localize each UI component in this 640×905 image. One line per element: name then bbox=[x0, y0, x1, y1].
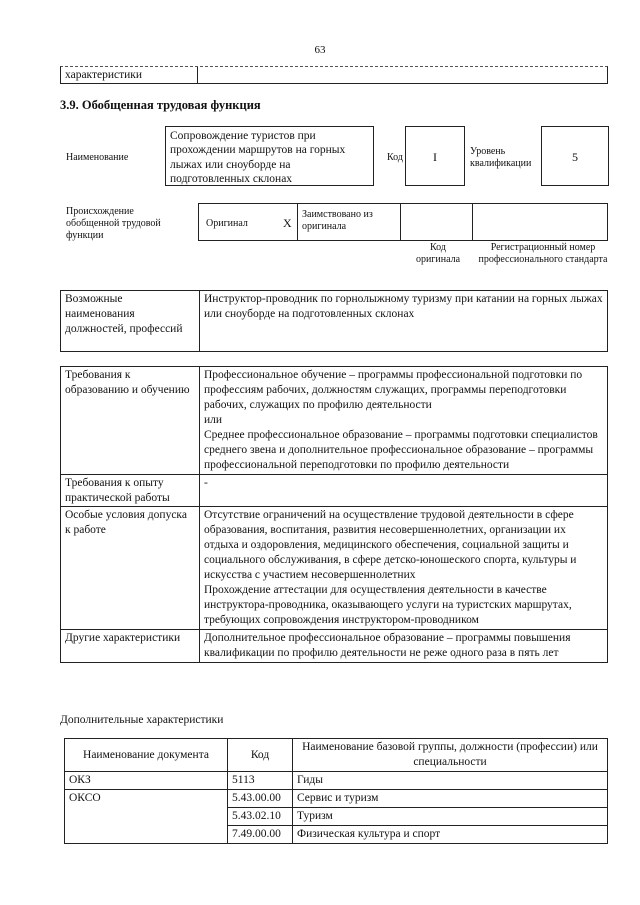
positions-label: Возможные наименования должностей, профессий bbox=[61, 291, 200, 352]
code-cell: 5.43.02.10 bbox=[228, 807, 293, 825]
group-cell: Гиды bbox=[293, 772, 608, 790]
gtf-name-box bbox=[165, 126, 374, 186]
level-box bbox=[541, 126, 609, 186]
group-cell: Сервис и туризм bbox=[293, 789, 608, 807]
original-cell bbox=[198, 203, 298, 241]
group-cell: Туризм bbox=[293, 807, 608, 825]
page-number: 63 bbox=[314, 44, 326, 56]
requirement-row bbox=[61, 367, 608, 475]
original-code-cell bbox=[400, 203, 473, 241]
header-group: Наименование базовой группы, должности (профессии) или специальности bbox=[293, 739, 608, 772]
header-document: Наименование документа bbox=[65, 739, 228, 772]
name-label: Наименование bbox=[66, 152, 129, 163]
borrowed-label: Заимствовано из оригинала bbox=[302, 209, 373, 232]
code-caption: Код оригинала bbox=[415, 242, 461, 265]
requirement-line: - bbox=[204, 476, 208, 489]
prev-row-label: характеристики bbox=[65, 69, 143, 81]
code-box bbox=[405, 126, 465, 186]
requirement-line: Прохождение аттестации для осуществления деятельности в качестве инструктора-проводника, оказывающего услуги на туристских маршрутах, требующих сопровождения инструктором-проводником bbox=[204, 584, 572, 626]
additional-table bbox=[64, 738, 608, 844]
requirement-label: Требования к образованию и обучению bbox=[61, 367, 200, 475]
requirement-value bbox=[200, 367, 608, 475]
requirement-line: Профессиональное обучение – программы профессиональной подготовки по профессиям рабочих, должностям служащих, программы переподготовки рабочих, служащих по профилю деятельности bbox=[204, 369, 583, 411]
prev-table-row bbox=[60, 66, 608, 84]
requirement-value bbox=[200, 474, 608, 507]
reg-number-cell bbox=[472, 203, 608, 241]
borrowed-cell bbox=[297, 203, 401, 241]
level-value: 5 bbox=[572, 150, 578, 164]
gtf-name-value: Сопровождение туристов при прохождении маршрутов на горных лыжах или сноуборде на подготовленных склонах bbox=[170, 130, 346, 186]
requirement-line: Отсутствие ограничений на осуществление трудовой деятельности в сфере образования, воспитания, развития несовершеннолетних, организации их отдыха и оздоровления, медицинского обеспечения, социальной защиты и социального обслуживания, в сфере детско-юношеского спорта, культуры и искусства с участием несовершеннолетних bbox=[204, 509, 577, 582]
additional-row bbox=[65, 789, 608, 807]
header-code: Код bbox=[228, 739, 293, 772]
requirement-label: Другие характеристики bbox=[61, 629, 200, 662]
code-cell: 5.43.00.00 bbox=[228, 789, 293, 807]
code-value: I bbox=[433, 150, 437, 164]
code-label: Код bbox=[387, 152, 403, 163]
doc-cell bbox=[65, 825, 228, 843]
requirement-value bbox=[200, 507, 608, 630]
additional-row bbox=[65, 772, 608, 790]
requirements-table bbox=[60, 366, 608, 663]
original-label: Оригинал bbox=[206, 218, 248, 229]
reg-caption: Регистрационный номер профессионального стандарта bbox=[478, 242, 608, 265]
doc-cell bbox=[65, 807, 228, 825]
requirement-label: Особые условия допуска к работе bbox=[61, 507, 200, 630]
requirement-line: или bbox=[204, 413, 223, 426]
requirement-value bbox=[200, 629, 608, 662]
group-cell: Физическая культура и спорт bbox=[293, 825, 608, 843]
level-label: Уровень квалификации bbox=[470, 146, 532, 169]
positions-value: Инструктор-проводник по горнолыжному туризму при катании на горных лыжах или сноуборде на подготовленных склонах bbox=[200, 291, 608, 352]
requirement-row bbox=[61, 474, 608, 507]
original-mark: X bbox=[283, 216, 292, 230]
positions-table bbox=[60, 290, 608, 352]
requirement-label: Требования к опыту практической работы bbox=[61, 474, 200, 507]
requirement-line: Среднее профессиональное образование – программы подготовки специалистов среднего звена и дополнительное профессиональное образование – программы профессиональной переподготовки по профилю деятельности bbox=[204, 428, 598, 471]
requirement-row bbox=[61, 629, 608, 662]
doc-cell: ОКЗ bbox=[65, 772, 228, 790]
additional-row bbox=[65, 825, 608, 843]
origin-row bbox=[198, 203, 608, 241]
code-cell: 5113 bbox=[228, 772, 293, 790]
doc-cell: ОКСО bbox=[65, 789, 228, 807]
code-cell: 7.49.00.00 bbox=[228, 825, 293, 843]
requirement-row bbox=[61, 507, 608, 630]
requirement-line: Дополнительное профессиональное образование – программы повышения квалификации по профилю деятельности не реже одного раза в пять лет bbox=[204, 631, 571, 659]
additional-row bbox=[65, 807, 608, 825]
origin-label: Происхождение обобщенной трудовой функции bbox=[66, 206, 161, 241]
additional-title: Дополнительные характеристики bbox=[60, 714, 224, 726]
section-title: 3.9. Обобщенная трудовая функция bbox=[60, 98, 261, 112]
